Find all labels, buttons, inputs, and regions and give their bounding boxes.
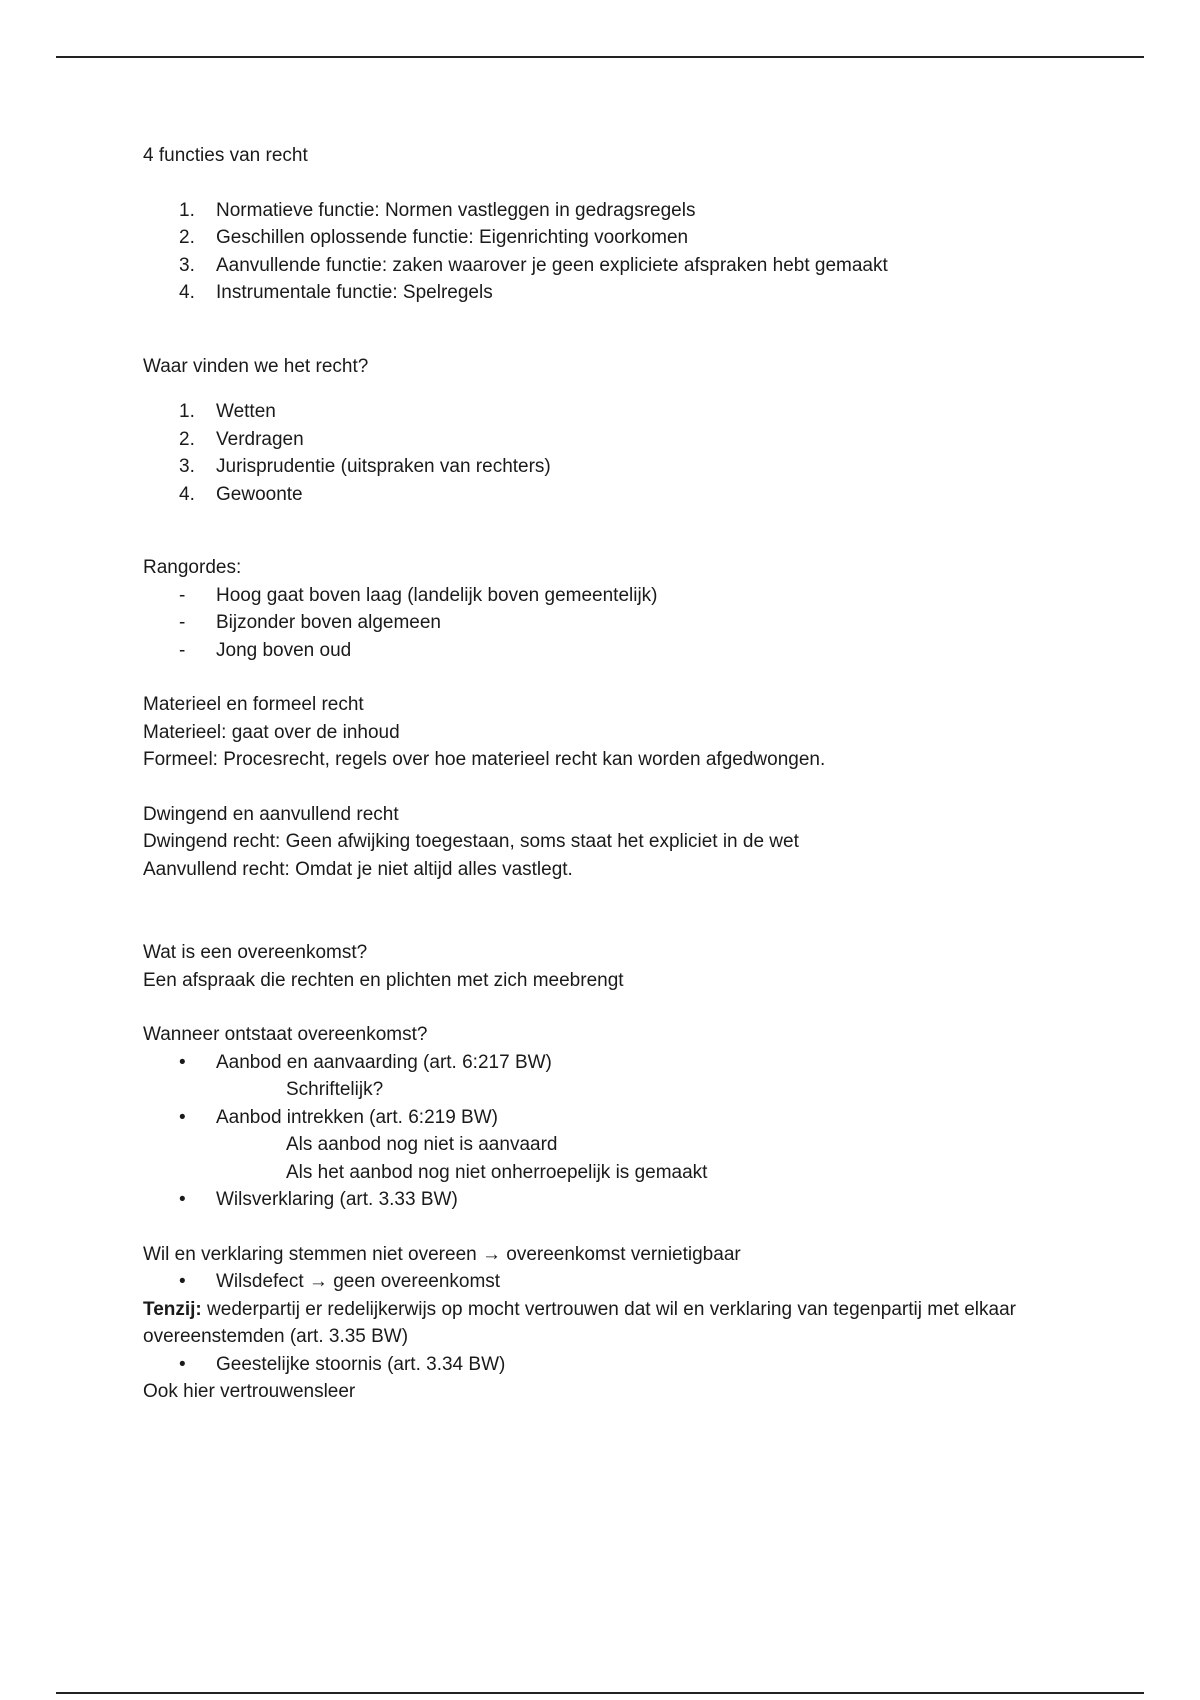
list-rangordes	[143, 582, 1083, 665]
list-number: 3.	[179, 456, 195, 477]
list-item-text: Wilsverklaring (art. 3.33 BW)	[216, 1189, 458, 1210]
list-item-text: Normatieve functie: Normen vastleggen in gedragsregels	[216, 199, 696, 221]
bullet-marker: •	[179, 1106, 186, 1128]
heading-functies: 4 functies van recht	[143, 145, 308, 166]
heading-rangordes: Rangordes:	[143, 557, 242, 578]
heading-dwingend-aanvullend: Dwingend en aanvullend recht	[143, 803, 399, 825]
bullet-marker: •	[179, 1353, 186, 1375]
text-line: Wil en verklaring stemmen niet overeen → overeenkomst vernietigbaar	[143, 1243, 741, 1265]
text-line: Materieel: gaat over de inhoud	[143, 721, 400, 743]
list-item-text: Verdragen	[216, 428, 304, 450]
footer-rule	[56, 1692, 1144, 1694]
tenzij-label: Tenzij:	[143, 1298, 202, 1320]
list-item-text: Bijzonder boven algemeen	[216, 612, 441, 633]
heading-overeenkomst: Wat is een overeenkomst?	[143, 942, 368, 963]
list-number: 4.	[179, 282, 195, 303]
list-item-text: Geestelijke stoornis (art. 3.34 BW)	[216, 1353, 506, 1375]
heading-ontstaan: Wanneer ontstaat overeenkomst?	[143, 1024, 428, 1045]
list-item-text: Aanvullende functie: zaken waarover je geen expliciete afspraken hebt gemaakt	[216, 254, 888, 276]
list-item-text: Jong boven oud	[216, 639, 352, 661]
list-item	[143, 1104, 1083, 1132]
bullet-marker: •	[179, 1189, 186, 1210]
list-item	[143, 426, 1083, 454]
list-item	[143, 609, 1083, 637]
list-number: 1.	[179, 199, 195, 221]
sub-item: Als het aanbod nog niet onherroepelijk is gemaakt	[286, 1161, 708, 1183]
sub-item: Als aanbod nog niet is aanvaard	[286, 1134, 558, 1155]
text-line: Ook hier vertrouwensleer	[143, 1381, 356, 1402]
dash-marker: -	[179, 584, 186, 606]
bullet-marker: •	[179, 1051, 186, 1073]
dash-marker: -	[179, 612, 186, 633]
heading-materieel-formeel: Materieel en formeel recht	[143, 694, 364, 715]
text-line: Formeel: Procesrecht, regels over hoe materieel recht kan worden afgedwongen.	[143, 749, 826, 770]
text-line: Aanvullend recht: Omdat je niet altijd alles vastlegt.	[143, 858, 573, 880]
heading-waar-vinden: Waar vinden we het recht?	[143, 355, 369, 377]
list-number: 4.	[179, 483, 195, 505]
list-number: 1.	[179, 401, 195, 422]
list-item-text: Aanbod en aanvaarding (art. 6:217 BW)	[216, 1051, 552, 1073]
list-number: 3.	[179, 254, 195, 276]
list-item-text: Instrumentale functie: Spelregels	[216, 282, 493, 303]
dash-marker: -	[179, 639, 186, 661]
list-item-text: Wilsdefect → geen overeenkomst	[216, 1271, 501, 1292]
list-functies	[143, 197, 1083, 307]
list-bronnen	[143, 398, 1083, 508]
list-item	[143, 398, 1083, 426]
list-item	[143, 1351, 1083, 1379]
list-item-text: Jurisprudentie (uitspraken van rechters)	[216, 456, 551, 477]
list-item	[143, 224, 1083, 252]
list-item	[143, 582, 1083, 610]
list-item-text: Aanbod intrekken (art. 6:219 BW)	[216, 1106, 498, 1128]
list-item	[143, 197, 1083, 225]
list-item	[143, 279, 1083, 307]
bullet-marker: •	[179, 1271, 186, 1292]
list-number: 2.	[179, 227, 195, 248]
list-item	[143, 1049, 1083, 1077]
list-item	[143, 1186, 1083, 1214]
list-item-text: Geschillen oplossende functie: Eigenrichting voorkomen	[216, 227, 689, 248]
sub-item: Schriftelijk?	[286, 1079, 384, 1100]
list-item	[143, 637, 1083, 665]
tenzij-text: wederpartij er redelijkerwijs op mocht vertrouwen dat wil en verklaring van tegenpartij met elkaar overeenstemden (art. 3.35 BW)	[143, 1298, 1016, 1347]
text-line: Een afspraak die rechten en plichten met zich meebrengt	[143, 969, 624, 991]
list-item	[143, 1268, 1083, 1296]
document-body	[143, 142, 1083, 1406]
list-item-text: Wetten	[216, 401, 276, 422]
header-rule	[56, 56, 1144, 58]
list-item	[143, 252, 1083, 280]
list-item	[143, 453, 1083, 481]
tenzij-paragraph	[143, 1296, 1083, 1351]
list-item	[143, 481, 1083, 509]
list-number: 2.	[179, 428, 195, 450]
text-line: Dwingend recht: Geen afwijking toegestaan, soms staat het expliciet in de wet	[143, 831, 799, 852]
list-item-text: Hoog gaat boven laag (landelijk boven gemeentelijk)	[216, 584, 658, 606]
list-item-text: Gewoonte	[216, 483, 303, 505]
